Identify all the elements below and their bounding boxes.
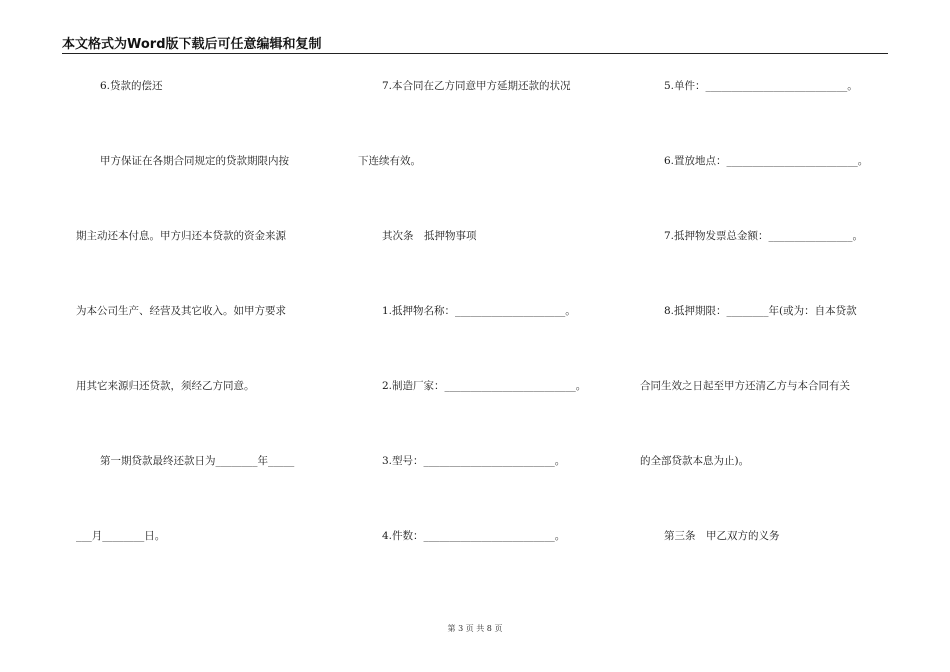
column-1-line-4: 为本公司生产、经营及其它收入。如甲方要求 (76, 305, 286, 317)
column-3-line-2: 6.置放地点：_________________________。 (664, 155, 869, 167)
column-1-line-5: 用其它来源归还贷款，须经乙方同意。 (76, 380, 255, 392)
column-3-line-7: 第三条 甲乙双方的义务 (664, 530, 780, 542)
column-3-line-4: 8.抵押期限：________年(或为：自本贷款 (664, 305, 857, 317)
header-divider (62, 53, 888, 54)
column-1-line-7: ___月________日。 (76, 530, 166, 542)
column-3-line-1: 5.单件：___________________________。 (664, 80, 858, 92)
column-1-line-2: 甲方保证在各期合同规定的贷款期限内按 (100, 155, 289, 167)
page-number-footer: 第 3 页 共 8 页 (447, 624, 503, 633)
column-2-line-1: 7.本合同在乙方同意甲方延期还款的状况 (382, 80, 571, 92)
column-2-line-7: 4.件数：_________________________。 (382, 530, 566, 542)
column-2-line-6: 3.型号：_________________________。 (382, 455, 566, 467)
column-2-line-5: 2.制造厂家：_________________________。 (382, 380, 587, 392)
column-3-line-6: 的全部贷款本息为止)。 (640, 455, 750, 467)
column-1-line-6: 第一期贷款最终还款日为________年_____ (100, 455, 295, 467)
column-3-line-3: 7.抵押物发票总金额：________________。 (664, 230, 864, 242)
column-2-line-4: 1.抵押物名称：_____________________。 (382, 305, 576, 317)
column-2-line-3: 其次条 抵押物事项 (382, 230, 477, 242)
column-2-line-2: 下连续有效。 (358, 155, 421, 167)
column-1-line-3: 期主动还本付息。甲方归还本贷款的资金来源 (76, 230, 286, 242)
column-1-line-1: 6.贷款的偿还 (100, 80, 163, 92)
column-3-line-5: 合同生效之日起至甲方还清乙方与本合同有关 (640, 380, 850, 392)
document-header-title: 本文格式为Word版下载后可任意编辑和复制 (62, 37, 322, 52)
